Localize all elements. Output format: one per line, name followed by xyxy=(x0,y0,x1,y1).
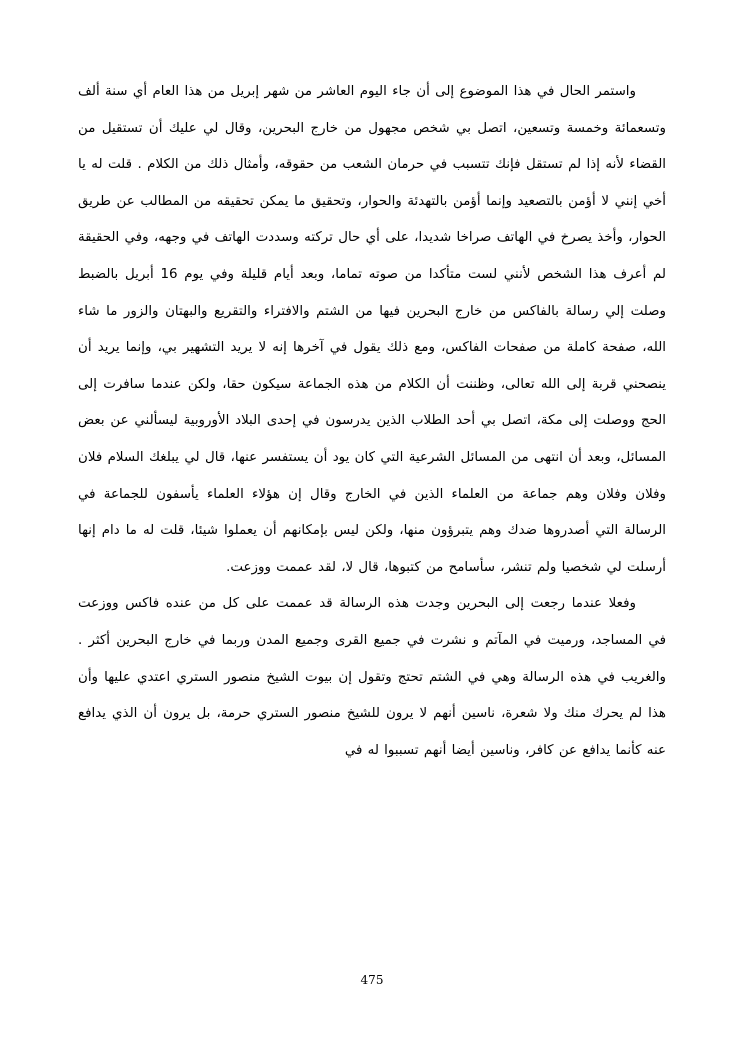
paragraph-1: واستمر الحال في هذا الموضوع إلى أن جاء اليوم العاشر من شهر إبريل من هذا العام أي سنة ألف وتسعمائة وخمسة وتسعين، اتصل بي شخص مجهول من خارج البحرين، وقال لي عليك أن تستقيل من القضاء لأنه إذا لم تستقل فإنك تتسبب في حرمان الشعب من حقوقه، وأمثال ذلك من الكلام . قلت له يا أخي إنني لا أؤمن بالتصعيد وإنما أؤمن بالتهدئة والحوار، وتحقيق ما يمكن تحقيقه من المطالب عن طريق الحوار، وأخذ يصرخ في الهاتف صراخا شديدا، على أي حال تركته وسددت الهاتف في وجهه، وفي الحقيقة لم أعرف هذا الشخص لأنني لست متأكدا من صوته تماما، وبعد أيام قليلة وفي يوم 16 أبريل بالضبط وصلت إلي رسالة بالفاكس من خارج البحرين فيها من الشتم والافتراء والتقريع والبهتان والزور ما شاء الله، صفحة كاملة من صفحات الفاكس، ومع ذلك يقول في آخرها إنه لا يريد التشهير بي، وإنما يريد أن ينصحني قربة إلى الله تعالى، وظننت أن الكلام من هذه الجماعة سيكون حقا، ولكن عندما سافرت إلى الحج ووصلت إلى مكة، اتصل بي أحد الطلاب الذين يدرسون في إحدى البلاد الأوروبية ليسألني عن بعض المسائل، وبعد أن انتهى من المسائل الشرعية التي كان يود أن يستفسر عنها، قال لي يبلغك السلام فلان وفلان وفلان وهم جماعة من العلماء الذين في الخارج وقال إن هؤلاء العلماء يأسفون للجماعة في الرسالة التي أصدروها ضدك وهم يتبرؤون منها، ولكن ليس بإمكانهم أن يعملوا شيئا، قلت له ما دام إنها أرسلت لي شخصيا ولم تنشر، سأسامح من كتبوها، قال لا، لقد عممت ووزعت. xyxy=(78,84,667,575)
page-number: 475 xyxy=(360,973,384,987)
body-text xyxy=(78,74,666,769)
paragraph-2: وفعلا عندما رجعت إلى البحرين وجدت هذه الرسالة قد عممت على كل من عنده فاكس ووزعت في المساجد، ورميت في المآتم و نشرت في جميع القرى وجميع المدن وربما في خارج البحرين أكثر . والغريب في هذه الرسالة وهي في الشتم تحتج وتقول إن بيوت الشيخ منصور الستري اعتدي عليها وأن هذا لم يحرك منك ولا شعرة، ناسين أنهم لا يرون للشيخ منصور الستري حرمة، بل يرون أن الذي يدافع عنه كأنما يدافع عن كافر، وناسين أيضا أنهم تسببوا له في xyxy=(78,596,666,758)
